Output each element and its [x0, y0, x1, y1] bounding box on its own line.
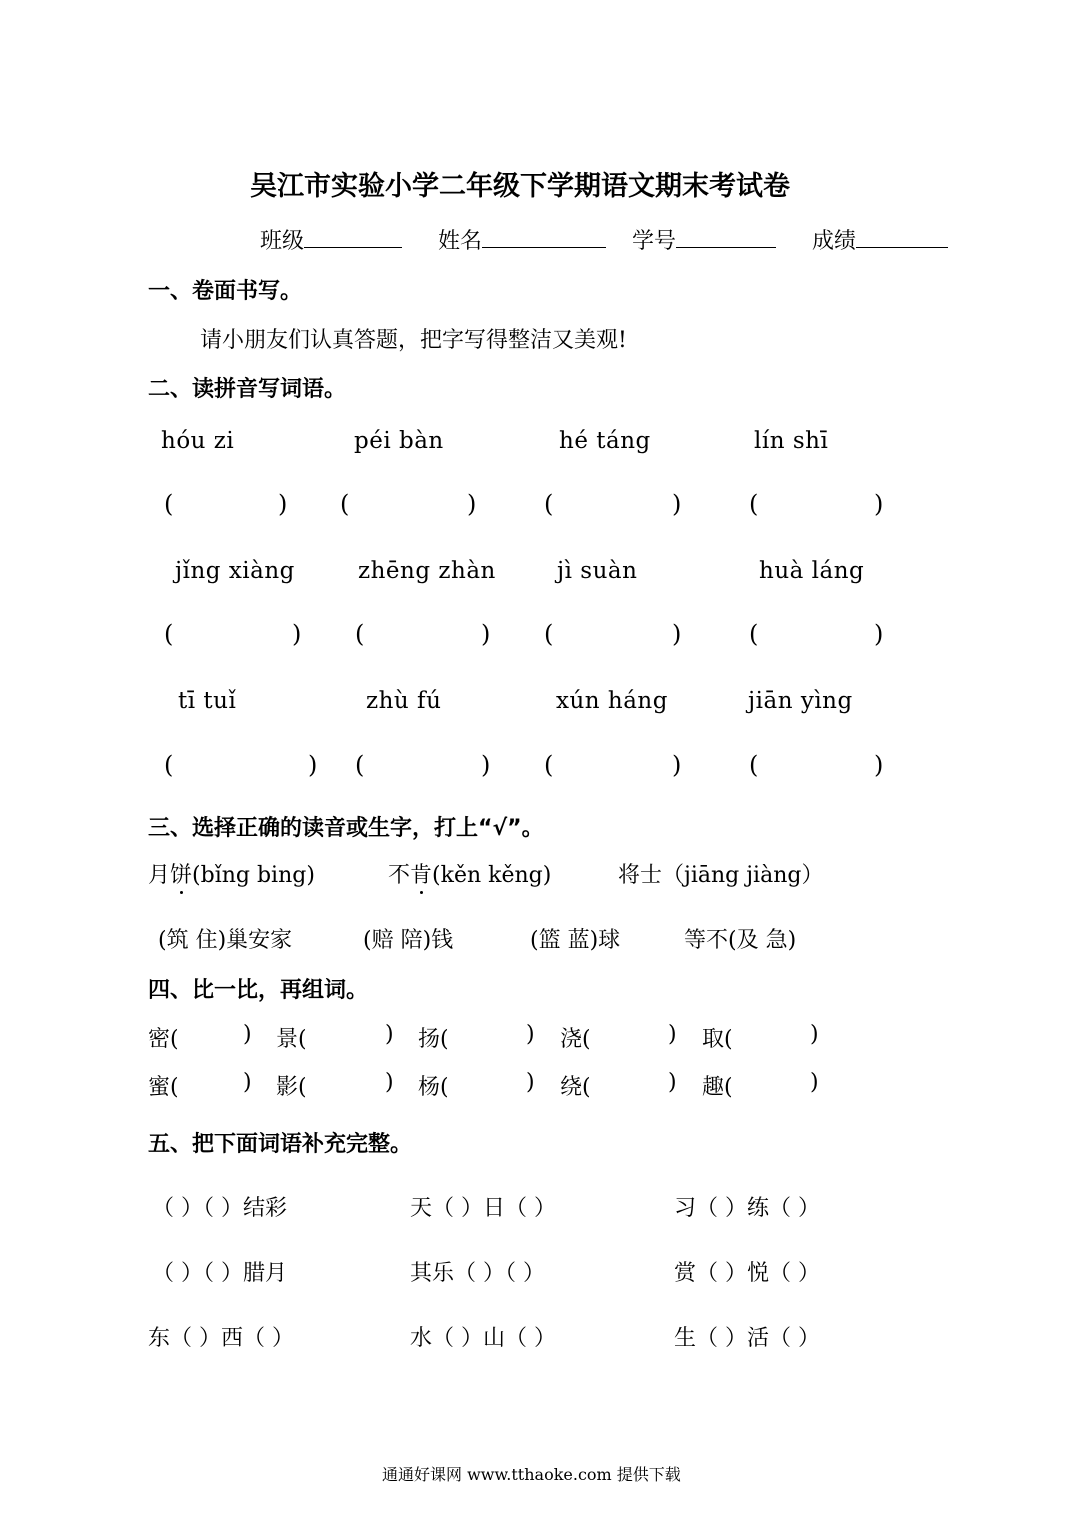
compare-item: 密( [148, 1027, 179, 1052]
answer-paren-close: ) [308, 751, 318, 779]
compare-close: ) [810, 1022, 819, 1047]
compare-close: ) [668, 1070, 677, 1095]
pinyin-item: zhù fú [366, 688, 442, 714]
answer-paren-open: ( [164, 751, 174, 779]
section-1-text: 请小朋友们认真答题，把字写得整洁又美观! [200, 328, 627, 353]
compare-close: ) [243, 1070, 252, 1095]
class-blank[interactable] [304, 225, 402, 248]
section-5-heading: 五、把下面词语补充完整。 [148, 1132, 413, 1157]
compare-item: 影( [276, 1075, 307, 1100]
pinyin-item: xún háng [556, 688, 668, 714]
answer-paren-close: ) [672, 751, 682, 779]
dotted-char: 饼 [170, 863, 193, 888]
answer-paren-open: ( [164, 620, 174, 648]
pinyin-item: tī tuǐ [178, 688, 237, 714]
compare-close: ) [385, 1022, 394, 1047]
choice-item[interactable] [148, 858, 315, 889]
answer-paren-close: ) [278, 490, 288, 518]
pinyin-item: jì suàn [557, 558, 638, 584]
info-line [260, 224, 948, 255]
idiom-item: 生（ ）活（ ） [674, 1326, 820, 1351]
choice-item[interactable]: 等不(及 急) [684, 928, 797, 953]
score-blank[interactable] [856, 225, 948, 248]
choice-char: 将士 [618, 863, 663, 888]
page-title: 吴江市实验小学二年级下学期语文期末考试卷 [250, 171, 790, 202]
section-3-heading: 三、选择正确的读音或生字，打上“√”。 [148, 816, 544, 841]
choice-char: 月 [148, 863, 171, 888]
choice-options: （jiāng jiàng） [662, 863, 824, 888]
compare-item: 趣( [702, 1075, 733, 1100]
pinyin-item: hóu zi [161, 428, 235, 454]
dotted-char: 肯 [410, 863, 433, 888]
compare-close: ) [668, 1022, 677, 1047]
answer-paren-close: ) [874, 751, 884, 779]
answer-paren-close: ) [672, 620, 682, 648]
choice-item[interactable] [388, 858, 551, 889]
compare-item: 扬( [418, 1027, 449, 1052]
answer-paren-close: ) [467, 490, 477, 518]
idiom-item: 其乐（ ）（ ） [410, 1261, 545, 1286]
answer-paren-open: ( [749, 620, 759, 648]
score-label: 成绩 [812, 229, 857, 254]
idiom-item: （ ）（ ）结彩 [152, 1196, 287, 1221]
compare-item: 绕( [560, 1075, 591, 1100]
answer-paren-close: ) [874, 620, 884, 648]
choice-item[interactable]: (篮 蓝)球 [530, 928, 621, 953]
idiom-item: （ ）（ ）腊月 [152, 1261, 287, 1286]
idiom-item: 水（ ）山（ ） [410, 1326, 556, 1351]
answer-paren-open: ( [749, 751, 759, 779]
idiom-item: 东（ ）西（ ） [148, 1326, 294, 1351]
idiom-item: 赏（ ）悦（ ） [674, 1261, 820, 1286]
answer-paren-close: ) [874, 490, 884, 518]
compare-close: ) [526, 1022, 535, 1047]
answer-paren-open: ( [355, 620, 365, 648]
idiom-item: 习（ ）练（ ） [674, 1196, 820, 1221]
answer-paren-open: ( [544, 620, 554, 648]
pinyin-item: péi bàn [354, 428, 444, 454]
compare-close: ) [385, 1070, 394, 1095]
answer-paren-open: ( [544, 490, 554, 518]
student-id-blank[interactable] [676, 225, 776, 248]
name-label: 姓名 [438, 229, 483, 254]
compare-item: 杨( [418, 1075, 449, 1100]
pinyin-item: hé táng [559, 428, 651, 454]
idiom-item: 天（ ）日（ ） [410, 1196, 556, 1221]
compare-close: ) [526, 1070, 535, 1095]
pinyin-item: huà láng [759, 558, 865, 584]
compare-close: ) [243, 1022, 252, 1047]
section-1-heading: 一、卷面书写。 [148, 279, 303, 304]
student-id-label: 学号 [632, 229, 677, 254]
choice-item[interactable] [618, 858, 823, 889]
pinyin-item: zhēng zhàn [358, 558, 496, 584]
section-2-heading: 二、读拼音写词语。 [148, 377, 347, 402]
compare-item: 取( [702, 1027, 733, 1052]
class-label: 班级 [260, 229, 305, 254]
compare-close: ) [810, 1070, 819, 1095]
answer-paren-open: ( [340, 490, 350, 518]
pinyin-item: lín shī [754, 428, 829, 454]
choice-options: (kěn kěng) [432, 863, 552, 888]
choice-item[interactable]: (筑 住)巢安家 [158, 928, 293, 953]
answer-paren-open: ( [749, 490, 759, 518]
answer-paren-close: ) [672, 490, 682, 518]
answer-paren-open: ( [544, 751, 554, 779]
choice-options: (bǐng bing) [192, 863, 315, 888]
choice-item[interactable]: (赔 陪)钱 [363, 928, 454, 953]
pinyin-item: jiān yìng [748, 688, 853, 714]
compare-item: 浇( [560, 1027, 591, 1052]
answer-paren-open: ( [355, 751, 365, 779]
compare-item: 蜜( [148, 1075, 179, 1100]
answer-paren-close: ) [481, 751, 491, 779]
section-4-heading: 四、比一比，再组词。 [148, 978, 369, 1003]
pinyin-item: jǐng xiàng [175, 558, 295, 584]
compare-item: 景( [276, 1027, 307, 1052]
answer-paren-close: ) [481, 620, 491, 648]
footer-text: 通通好课网 www.tthaoke.com 提供下载 [382, 1465, 681, 1484]
choice-char: 不 [388, 863, 411, 888]
name-blank[interactable] [482, 225, 606, 248]
answer-paren-close: ) [292, 620, 302, 648]
answer-paren-open: ( [164, 490, 174, 518]
